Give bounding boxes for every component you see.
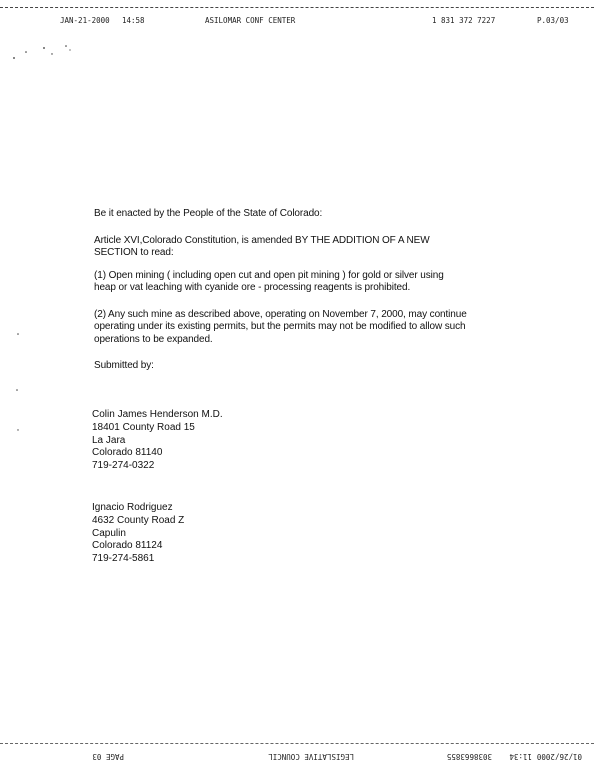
fax-bottom-strip <box>0 746 594 764</box>
fax-header-date: JAN-21-2000 <box>60 16 110 25</box>
submitter-address-block <box>92 409 223 473</box>
section-2-line-1: (2) Any such mine as described above, operating on November 7, 2000, may continue <box>94 308 467 320</box>
submitter-state-zip: Colorado 81124 <box>92 540 163 552</box>
submitter-phone: 719-274-5861 <box>92 553 155 565</box>
bottom-strip-time: 11:34 <box>509 752 532 761</box>
fax-header-page: P.03/03 <box>537 16 569 25</box>
submitter-street: 18401 County Road 15 <box>92 421 195 433</box>
submitter-name: Colin James Henderson M.D. <box>92 409 223 420</box>
document-body <box>94 208 524 397</box>
submitter-city: La Jara <box>92 434 126 446</box>
bottom-strip-date: 01/26/2000 <box>536 752 582 761</box>
article-line-2: SECTION to read: <box>94 247 174 258</box>
submitter-city: Capulin <box>92 527 126 539</box>
fax-header-phone: 1 831 372 7227 <box>432 16 496 25</box>
section-2-paragraph <box>94 309 524 347</box>
scan-specks <box>4 40 84 70</box>
article-line-1: Article XVI,Colorado Constitution, is amended BY THE ADDITION OF A NEW <box>94 234 430 246</box>
section-1-line-2: heap or vat leaching with cyanide ore - processing reagents is prohibited. <box>94 282 411 293</box>
section-1-paragraph <box>94 270 524 295</box>
fax-bottom-rule <box>0 743 594 744</box>
scan-margin-marks <box>14 330 24 470</box>
submitter-street: 4632 County Road Z <box>92 514 185 526</box>
section-1-line-1: (1) Open mining ( including open cut and open pit mining ) for gold or silver using <box>94 269 444 281</box>
submitter-name: Ignacio Rodriguez <box>92 502 173 513</box>
submitter-state-zip: Colorado 81140 <box>92 447 163 459</box>
bottom-strip-organization: LEGISLATIVE COUNCIL <box>268 752 354 761</box>
enacting-clause: Be it enacted by the People of the State of Colorado: <box>94 208 323 219</box>
fax-header <box>60 16 580 30</box>
section-2-line-3: operations to be expanded. <box>94 333 213 345</box>
section-2-line-2: operating under its existing permits, but the permits may not be modified to allow such <box>94 321 466 332</box>
bottom-strip-fax: 3038663855 <box>446 752 492 761</box>
submitter-address-block <box>92 502 184 566</box>
submitter-phone: 719-274-0322 <box>92 460 155 472</box>
fax-top-rule <box>0 7 594 8</box>
bottom-strip-page: PAGE 03 <box>92 752 124 761</box>
fax-header-time: 14:58 <box>122 16 145 25</box>
fax-header-organization: ASILOMAR CONF CENTER <box>205 16 296 25</box>
article-paragraph <box>94 235 524 260</box>
submitted-by-label: Submitted by: <box>94 360 154 371</box>
